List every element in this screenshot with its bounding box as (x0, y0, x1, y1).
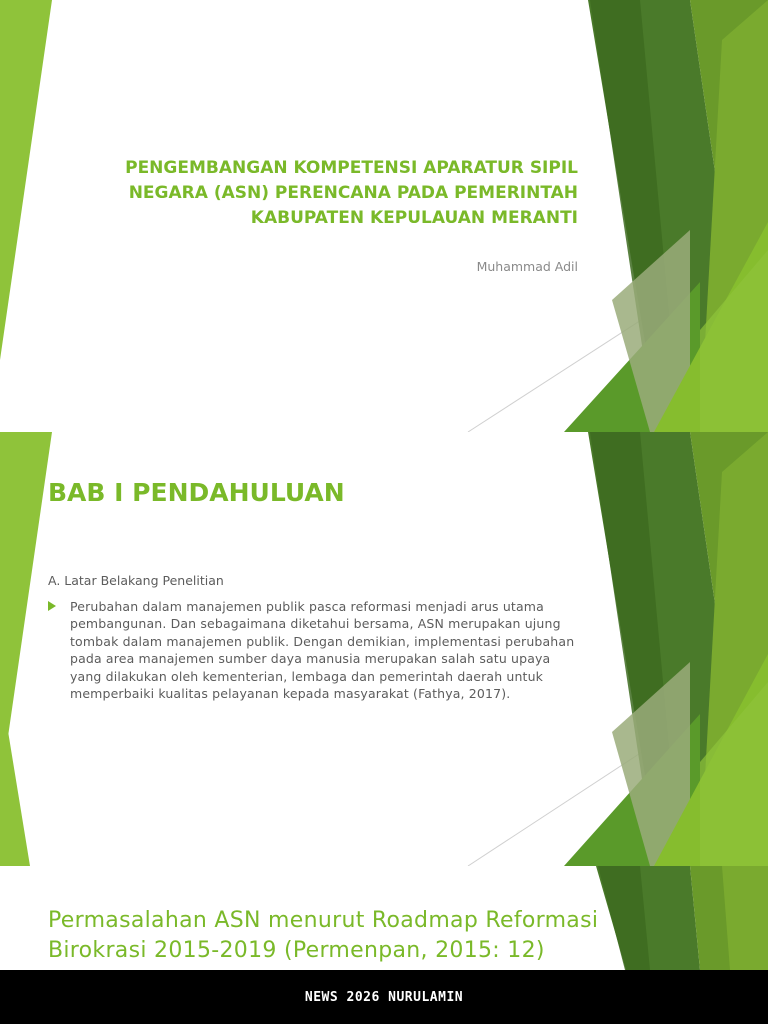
paragraph-line: Perubahan dalam manajemen publik pasca reformasi menjadi arus utama (70, 599, 544, 614)
heading-line: Permasalahan ASN menurut Roadmap Reformasi (48, 908, 599, 933)
paragraph-line: tombak dalam manajemen publik. Dengan demikian, implementasi perubahan (70, 633, 575, 649)
paragraph-line: yang dilakukan oleh kementerian, lembaga dan pemerintah daerah untuk (70, 668, 544, 684)
introduction-slide (0, 432, 768, 866)
footer-banner (0, 970, 768, 1024)
author-name: Muhammad Adil (476, 259, 578, 274)
section-subheading: A. Latar Belakang Penelitian (48, 573, 224, 588)
paragraph-line: pada area manajemen sumber daya manusia merupakan salah satu upaya (70, 651, 551, 667)
title-line: PENGEMBANGAN KOMPETENSI APARATUR SIPIL (125, 158, 578, 178)
presentation-title (108, 156, 578, 231)
problems-slide (0, 866, 768, 970)
heading-line: Birokrasi 2015-2019 (Permenpan, 2015: 12) (48, 938, 545, 963)
chapter-heading: BAB I PENDAHULUAN (48, 478, 345, 507)
paragraph-line: pembangunan. Dan sebagaimana diketahui bersama, ASN merupakan ujung (70, 616, 561, 632)
bullet-item (48, 598, 588, 702)
paragraph-line: memperbaiki kualitas pelayanan kepada masyarakat (Fathya, 2017). (70, 686, 511, 702)
footer-text: NEWS 2026 NURULAMIN (304, 989, 464, 1005)
slide-heading (48, 906, 608, 966)
title-slide (0, 0, 768, 432)
title-line: NEGARA (ASN) PERENCANA PADA PEMERINTAH (128, 183, 578, 203)
triangle-bullet-icon (48, 601, 56, 611)
bullet-paragraph (70, 598, 588, 702)
title-line: KABUPATEN KEPULAUAN MERANTI (250, 208, 578, 228)
